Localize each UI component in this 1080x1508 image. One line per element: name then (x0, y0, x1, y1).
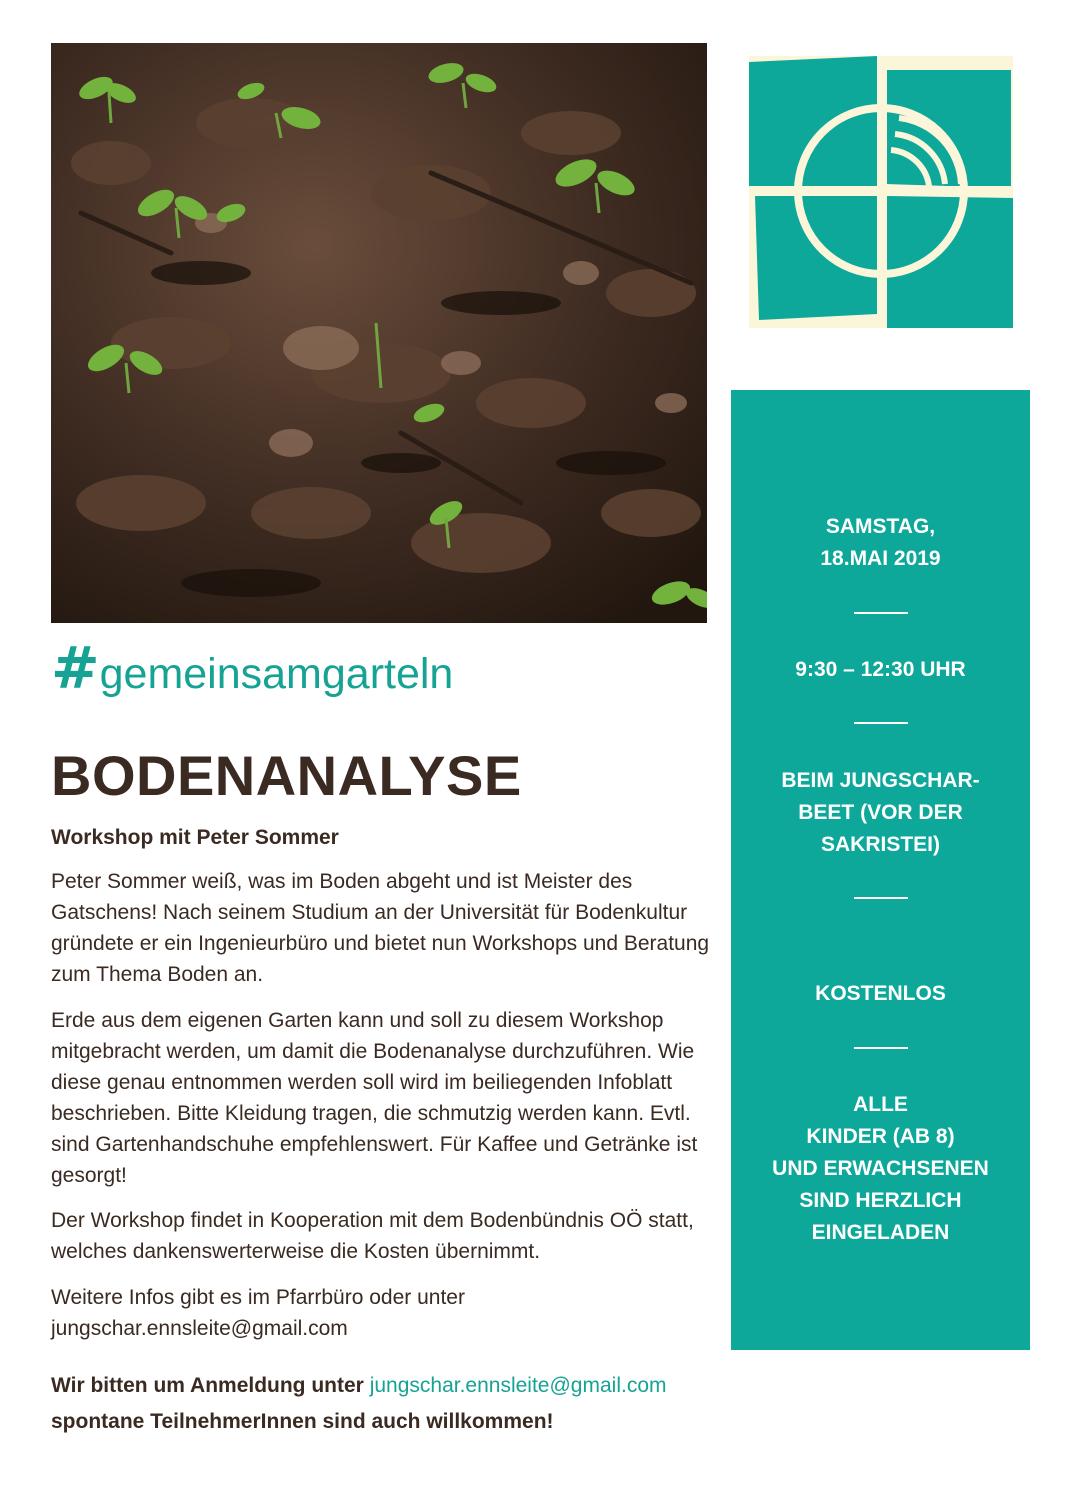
event-location-line3: SAKRISTEI) (820, 833, 940, 856)
logo-mark (749, 56, 1013, 328)
event-info-panel (731, 390, 1030, 1350)
event-day: SAMSTAG, (825, 515, 936, 538)
audience-line1: ALLE (853, 1093, 908, 1116)
walk-in-note: spontane TeilnehmerInnen sind auch willkommen! (51, 1410, 554, 1433)
paragraph-intro: Peter Sommer weiß, was im Boden abgeht und ist Meister des Gatschens! Nach seinem Studium an der Universität für Bodenkultur gründete er ein Ingenieurbüro und bietet nun Workshops und Beratung zum Thema Boden an. (51, 870, 710, 986)
page-title: BODENANALYSE (51, 744, 522, 807)
paragraph-more-info: Weitere Infos gibt es im Pfarrbüro oder unter jungschar.ennsleite@gmail.com (51, 1286, 465, 1340)
paragraph-cooperation: Der Workshop findet in Kooperation mit dem Bodenbündnis OÖ statt, welches dankenswerterweise die Kosten übernimmt. (51, 1209, 694, 1263)
organization-logo (749, 56, 1013, 328)
divider (854, 612, 908, 614)
divider (854, 897, 908, 899)
hash-symbol: # (51, 634, 100, 702)
registration-line (51, 1374, 851, 1398)
event-cost: KOSTENLOS (815, 982, 946, 1005)
event-location-line1: BEIM JUNGSCHAR- (781, 769, 980, 792)
seedlings-photo (51, 43, 707, 623)
event-time: 9:30 – 12:30 UHR (795, 658, 966, 681)
hashtag-heading (51, 634, 711, 702)
registration-email-link[interactable]: jungschar.ennsleite@gmail.com (369, 1374, 667, 1397)
workshop-subtitle: Workshop mit Peter Sommer (51, 826, 339, 849)
paragraph-instructions: Erde aus dem eigenen Garten kann und soll zu diesem Workshop mitgebracht werden, um damit die Bodenanalyse durchzuführen. Wie diese genau entnommen werden soll wird im beiliegenden Infoblatt beschrieben. Bitte Kleidung tragen, die schmutzig werden kann. Evtl. sind Gartenhandschuhe empfehlenswert. Für Kaffee und Getränke ist gesorgt! (51, 1009, 698, 1187)
audience-line2: KINDER (AB 8) (806, 1125, 955, 1148)
event-location-line2: BEET (VOR DER (798, 801, 963, 824)
soil-illustration (51, 43, 707, 623)
registration-prefix: Wir bitten um Anmeldung unter (51, 1374, 370, 1397)
divider (854, 722, 908, 724)
hashtag-word: gemeinsamgarteln (99, 650, 454, 698)
divider (854, 1047, 908, 1049)
audience-line5: EINGELADEN (811, 1221, 950, 1244)
audience-line3: UND ERWACHSENEN (772, 1157, 989, 1180)
audience-line4: SIND HERZLICH (799, 1189, 962, 1212)
event-date: 18.MAI 2019 (820, 547, 941, 570)
